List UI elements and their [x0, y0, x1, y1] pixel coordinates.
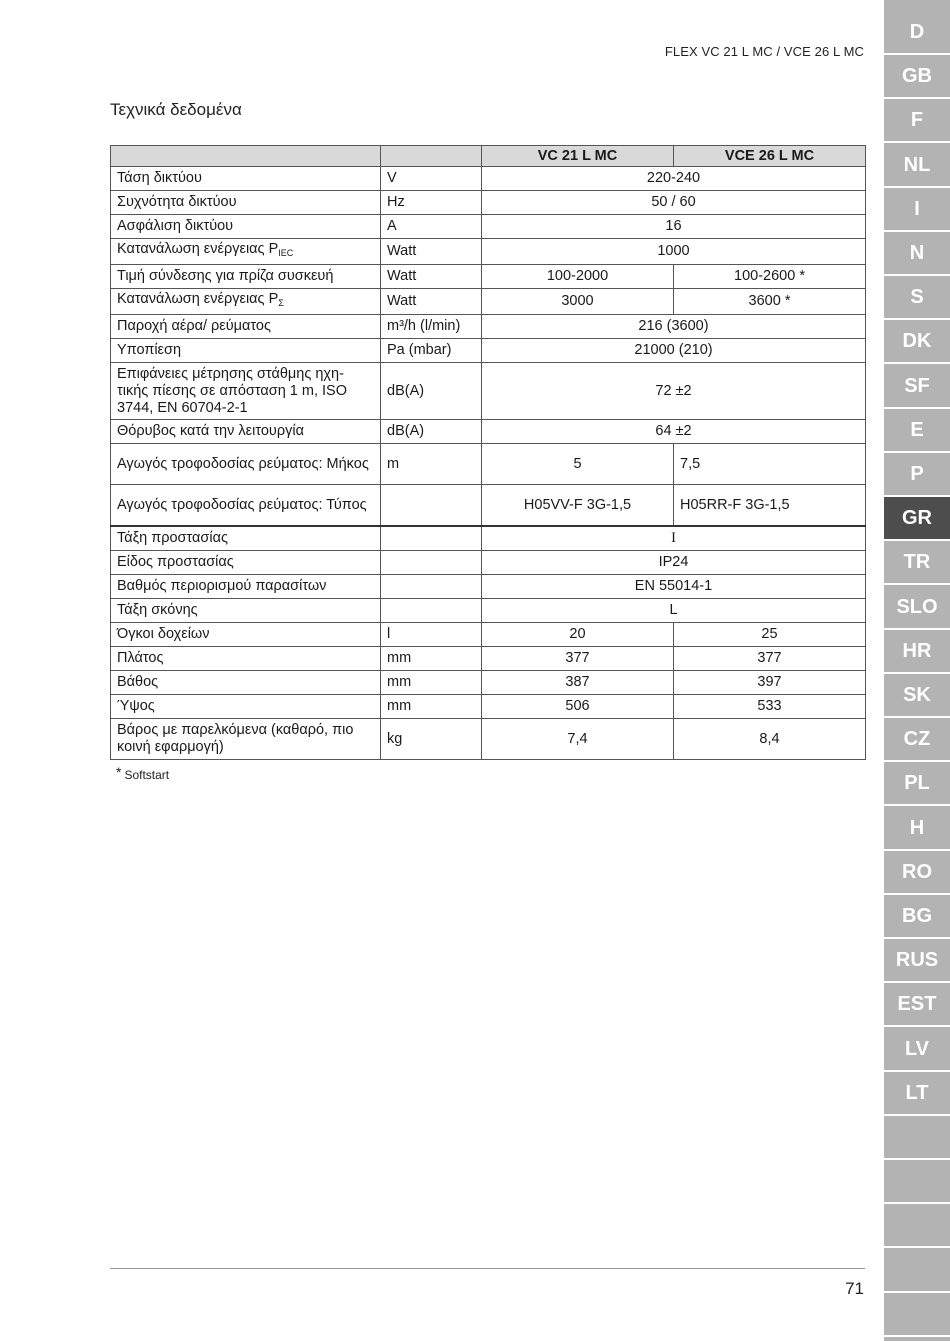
header-unit-blank: [381, 146, 482, 167]
table-row: [111, 551, 866, 575]
language-tab-est[interactable]: EST: [884, 983, 950, 1027]
row-label: Θόρυβος κατά την λειτουργία: [111, 420, 381, 444]
table-row: [111, 289, 866, 315]
table-row: [111, 167, 866, 191]
table-header-row: [111, 146, 866, 167]
language-tab-lt[interactable]: LT: [884, 1072, 950, 1116]
row-value: 50 / 60: [482, 191, 866, 215]
row-unit: mm: [381, 671, 482, 695]
row-label: Είδος προστασίας: [111, 551, 381, 575]
table-row: [111, 444, 866, 485]
table-row: [111, 623, 866, 647]
language-tab-hr[interactable]: HR: [884, 630, 950, 674]
row-unit: [381, 526, 482, 551]
row-value: IP24: [482, 551, 866, 575]
row-label: Ύψος: [111, 695, 381, 719]
row-value: 216 (3600): [482, 315, 866, 339]
row-unit: Watt: [381, 265, 482, 289]
language-tab-sk[interactable]: SK: [884, 674, 950, 718]
language-tab-empty: [884, 1160, 950, 1204]
row-value: EN 55014-1: [482, 575, 866, 599]
row-value-vc21: H05VV-F 3G-1,5: [482, 485, 674, 527]
row-value-vce26: 7,5: [674, 444, 866, 485]
language-tab-lv[interactable]: LV: [884, 1028, 950, 1072]
footnote: [116, 764, 169, 782]
row-value-vc21: 387: [482, 671, 674, 695]
footnote-text: Softstart: [124, 768, 170, 782]
row-label: Επιφάνειες μέτρησης στάθμης ηχη-τικής πίεσης σε απόσταση 1 m, ISO 3744, EN 60704-2-1: [111, 363, 381, 420]
row-unit: Watt: [381, 239, 482, 265]
row-label: Πλάτος: [111, 647, 381, 671]
row-label: Βάθος: [111, 671, 381, 695]
row-unit: l: [381, 623, 482, 647]
row-label: Κατανάλωση ενέργειας P: [117, 291, 279, 307]
row-value-vc21: 100-2000: [482, 265, 674, 289]
language-tab-d[interactable]: D: [884, 11, 950, 55]
row-value: 72 ±2: [482, 363, 866, 420]
document-title: FLEX VC 21 L MC / VCE 26 L MC: [664, 44, 864, 59]
row-value: L: [482, 599, 866, 623]
row-unit: Watt: [381, 289, 482, 315]
row-unit: mm: [381, 647, 482, 671]
row-value-vce26: 397: [674, 671, 866, 695]
row-label: Αγωγός τροφοδοσίας ρεύματος: Μήκος: [111, 444, 381, 485]
row-value: 64 ±2: [482, 420, 866, 444]
row-unit: dB(A): [381, 420, 482, 444]
language-tab-p[interactable]: P: [884, 453, 950, 497]
language-tab-bg[interactable]: BG: [884, 895, 950, 939]
row-value: I: [482, 526, 866, 551]
row-value-vce26: 377: [674, 647, 866, 671]
row-unit: V: [381, 167, 482, 191]
language-tab-pl[interactable]: PL: [884, 762, 950, 806]
row-label: Τιμή σύνδεσης για πρίζα συσκευή: [111, 265, 381, 289]
row-label: Παροχή αέρα/ ρεύματος: [111, 315, 381, 339]
language-tab-empty: [884, 1204, 950, 1248]
language-tab-gr[interactable]: GR: [884, 497, 950, 541]
row-value: 220-240: [482, 167, 866, 191]
row-value: 21000 (210): [482, 339, 866, 363]
header-label-blank: [111, 146, 381, 167]
row-label: Ασφάλιση δικτύου: [111, 215, 381, 239]
language-tab-empty: [884, 1249, 950, 1293]
row-value-vc21: 506: [482, 695, 674, 719]
technical-data-table: [110, 145, 866, 760]
footnote-marker: *: [116, 764, 122, 780]
table-row: [111, 526, 866, 551]
language-tab-rus[interactable]: RUS: [884, 939, 950, 983]
footer-divider: [110, 1268, 865, 1269]
language-tab-nl[interactable]: NL: [884, 144, 950, 188]
column-header-vc21: VC 21 L MC: [482, 146, 674, 167]
table-row: [111, 339, 866, 363]
row-value: 1000: [482, 239, 866, 265]
table-row: [111, 420, 866, 444]
row-unit: dB(A): [381, 363, 482, 420]
language-tab-empty: [884, 1116, 950, 1160]
table-row: [111, 215, 866, 239]
row-label: Τάση δικτύου: [111, 167, 381, 191]
row-unit: Pa (mbar): [381, 339, 482, 363]
table-row: [111, 315, 866, 339]
table-row: [111, 363, 866, 420]
language-tab-sf[interactable]: SF: [884, 365, 950, 409]
table-row: [111, 719, 866, 760]
row-unit: [381, 551, 482, 575]
language-tab-cz[interactable]: CZ: [884, 718, 950, 762]
language-sidebar: [884, 0, 950, 1341]
column-header-vce26: VCE 26 L MC: [674, 146, 866, 167]
language-tab-ro[interactable]: RO: [884, 851, 950, 895]
language-tab-n[interactable]: N: [884, 232, 950, 276]
row-unit: [381, 599, 482, 623]
row-unit: mm: [381, 695, 482, 719]
row-value-vc21: 3000: [482, 289, 674, 315]
row-label: Βάρος με παρελκόμενα (καθαρό, πιο κοινή εφαρμογή): [111, 719, 381, 760]
row-unit: Hz: [381, 191, 482, 215]
row-unit: m³/h (l/min): [381, 315, 482, 339]
language-tab-i[interactable]: I: [884, 188, 950, 232]
row-value-vc21: 20: [482, 623, 674, 647]
table-row: [111, 485, 866, 527]
row-value: 16: [482, 215, 866, 239]
row-value-vce26: 533: [674, 695, 866, 719]
language-tab-s[interactable]: S: [884, 276, 950, 320]
row-unit: m: [381, 444, 482, 485]
table-row: [111, 265, 866, 289]
language-tab-f[interactable]: F: [884, 99, 950, 143]
page-number: 71: [845, 1279, 864, 1298]
section-title: Τεχνικά δεδομένα: [110, 100, 242, 119]
language-tab-e[interactable]: E: [884, 409, 950, 453]
row-unit: kg: [381, 719, 482, 760]
language-tab-slo[interactable]: SLO: [884, 586, 950, 630]
table-row: [111, 695, 866, 719]
table-row: [111, 575, 866, 599]
table-row: [111, 599, 866, 623]
row-label: Συχνότητα δικτύου: [111, 191, 381, 215]
row-unit: [381, 575, 482, 599]
table-row: [111, 191, 866, 215]
row-unit: [381, 485, 482, 527]
row-label-subscript: Σ: [278, 298, 284, 308]
language-tab-dk[interactable]: DK: [884, 320, 950, 364]
language-tab-gb[interactable]: GB: [884, 55, 950, 99]
row-label: Τάξη προστασίας: [111, 526, 381, 551]
row-value-vce26: 3600 *: [674, 289, 866, 315]
row-label: Όγκοι δοχείων: [111, 623, 381, 647]
row-value-vc21: 5: [482, 444, 674, 485]
table-row: [111, 671, 866, 695]
row-label: Κατανάλωση ενέργειας P: [117, 241, 279, 257]
row-value-vce26: 25: [674, 623, 866, 647]
table-row: [111, 647, 866, 671]
language-tab-tr[interactable]: TR: [884, 541, 950, 585]
row-label: Βαθμός περιορισμού παρασίτων: [111, 575, 381, 599]
row-label-cell: [111, 289, 381, 315]
row-label: Υποπίεση: [111, 339, 381, 363]
row-value-vce26: H05RR-F 3G-1,5: [674, 485, 866, 527]
table-row: [111, 239, 866, 265]
row-value-vc21: 7,4: [482, 719, 674, 760]
row-value-vc21: 377: [482, 647, 674, 671]
language-tab-empty: [884, 1293, 950, 1337]
row-value-vce26: 8,4: [674, 719, 866, 760]
row-label: Αγωγός τροφοδοσίας ρεύματος: Τύπος: [111, 485, 381, 527]
row-value-vce26: 100-2600 *: [674, 265, 866, 289]
row-label: Τάξη σκόνης: [111, 599, 381, 623]
row-unit: A: [381, 215, 482, 239]
row-label-cell: [111, 239, 381, 265]
row-label-subscript: IEC: [278, 248, 294, 258]
language-tab-h[interactable]: H: [884, 807, 950, 851]
